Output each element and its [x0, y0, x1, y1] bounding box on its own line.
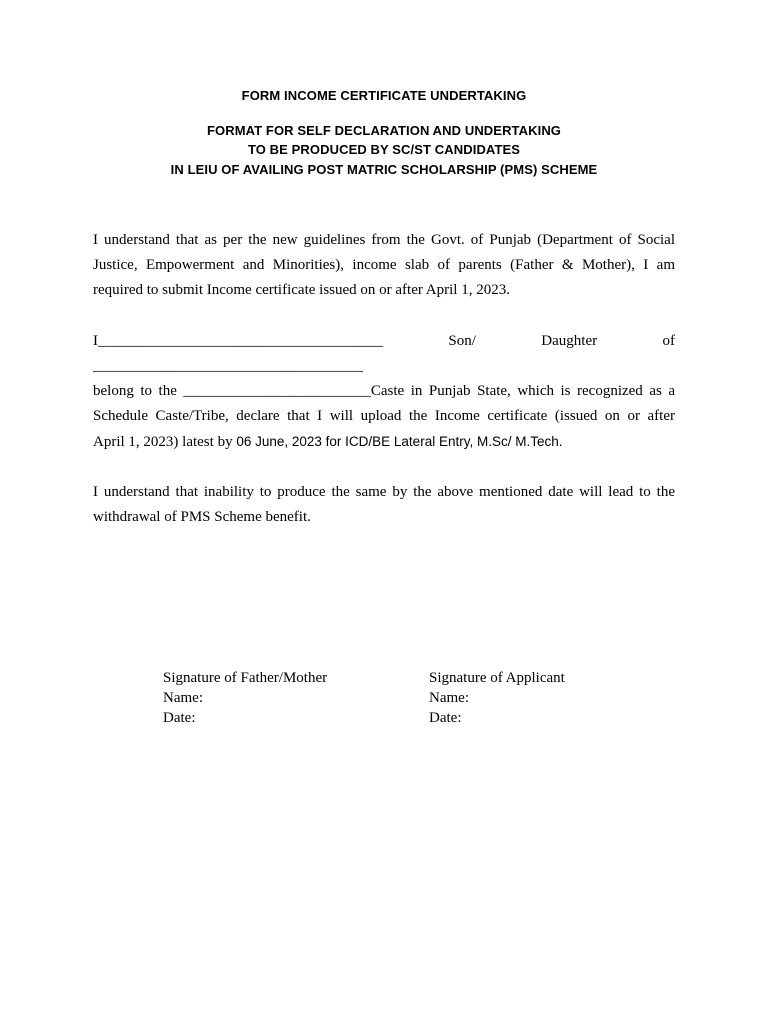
- applicant-name-blank: I______________________________________: [93, 333, 383, 349]
- subtitle-line-3: IN LEIU OF AVAILING POST MATRIC SCHOLARSHIP (PMS) SCHEME: [170, 162, 598, 177]
- deadline-text: 06 June, 2023 for ICD/BE Lateral Entry, M.Sc/ M.Tech.: [236, 434, 563, 449]
- text-line: April 1, 2023) latest by 06 June, 2023 for ICD/BE Lateral Entry, M.Sc/ M.Tech.: [93, 434, 563, 450]
- text-line: I understand that as per the new guidelines from the Govt. of Punjab (Department of Social: [93, 232, 675, 248]
- text-line: belong to the _________________________Caste in Punjab State, which is recognized as a: [93, 383, 675, 399]
- paragraph-declaration: [93, 329, 675, 454]
- son-label: Son/: [448, 333, 476, 349]
- parent-signature-label: Signature of Father/Mother: [163, 670, 328, 686]
- subtitle-line-1: FORMAT FOR SELF DECLARATION AND UNDERTAKING: [206, 123, 562, 138]
- text-line: Justice, Empowerment and Minorities), income slab of parents (Father & Mother), I am: [93, 257, 675, 273]
- applicant-date-label: Date:: [429, 710, 462, 726]
- subtitle-line-2: TO BE PRODUCED BY SC/ST CANDIDATES: [247, 142, 521, 157]
- applicant-name-label: Name:: [429, 690, 469, 706]
- of-label: of: [662, 333, 675, 349]
- parent-signature-block: [163, 668, 327, 728]
- form-title: FORM INCOME CERTIFICATE UNDERTAKING: [241, 88, 527, 103]
- text-line: required to submit Income certificate issued on or after April 1, 2023.: [93, 282, 510, 298]
- paragraph-consequence: [93, 480, 675, 530]
- text-line: withdrawal of PMS Scheme benefit.: [93, 509, 311, 525]
- text-line: I understand that inability to produce the same by the above mentioned date will lead to the: [93, 484, 675, 500]
- parent-date-label: Date:: [163, 710, 196, 726]
- text-line: Schedule Caste/Tribe, declare that I will upload the Income certificate (issued on or after: [93, 408, 675, 424]
- paragraph-guidelines: [93, 228, 675, 303]
- parent-name-blank: ____________________________________: [93, 358, 363, 374]
- applicant-signature-block: [429, 668, 565, 728]
- applicant-signature-label: Signature of Applicant: [429, 670, 565, 686]
- parent-name-label: Name:: [163, 690, 203, 706]
- daughter-label: Daughter: [541, 333, 598, 349]
- name-line: [93, 329, 675, 354]
